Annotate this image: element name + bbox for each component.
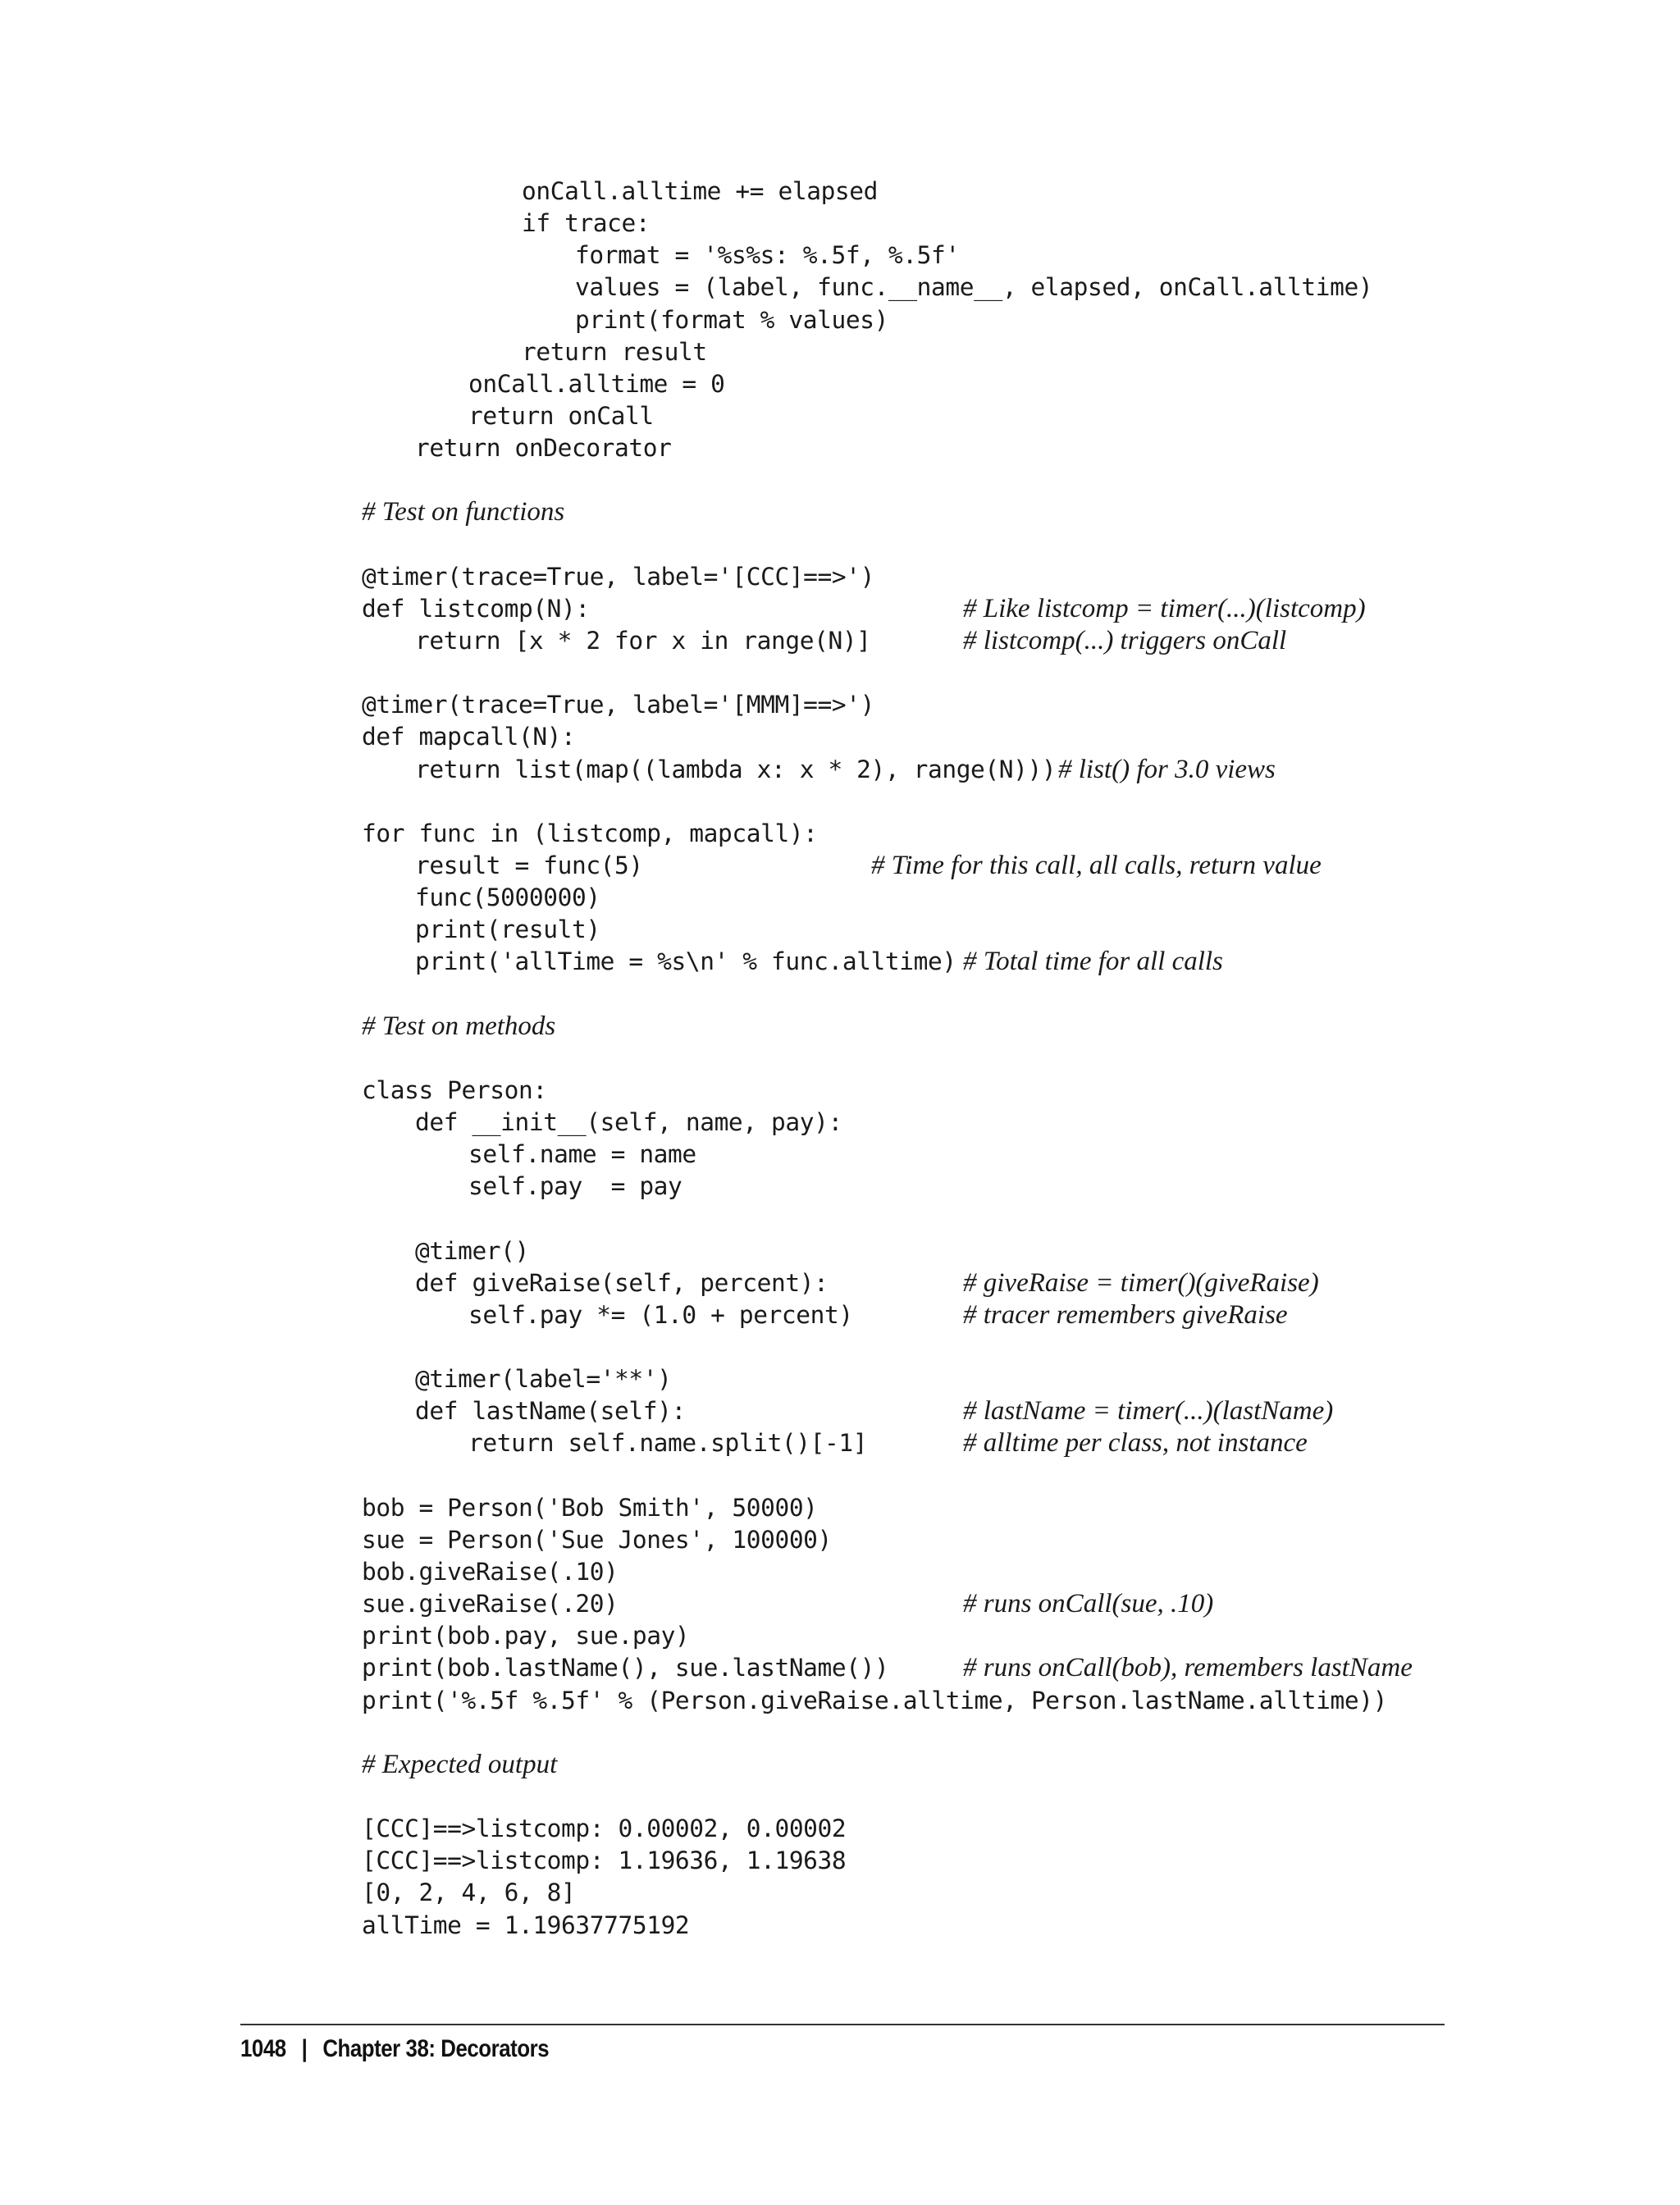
code-line (362, 1139, 1510, 1171)
code-text: return onCall (468, 401, 654, 430)
code-text: @timer(trace=True, label='[CCC]==>') (362, 562, 874, 591)
code-text: allTime = 1.19637775192 (362, 1911, 690, 1939)
code-line (362, 1299, 1510, 1331)
code-line (362, 304, 1510, 336)
code-text: @timer(label='**') (415, 1365, 672, 1394)
code-line (362, 657, 1510, 689)
code-text: class Person: (362, 1075, 547, 1104)
code-line (362, 1331, 1510, 1363)
code-line (362, 240, 1510, 272)
code-text: self.pay = pay (468, 1172, 682, 1201)
code-line (362, 1395, 1510, 1427)
code-text: return self.name.split()[-1] (468, 1429, 868, 1458)
code-text: @timer(trace=True, label='[MMM]==>') (362, 691, 874, 719)
code-text: print('%.5f %.5f' % (Person.giveRaise.alltime, Person.lastName.alltime)) (362, 1686, 1387, 1714)
code-text: [0, 2, 4, 6, 8] (362, 1879, 576, 1907)
code-text: if trace: (522, 209, 651, 238)
code-comment: # Expected output (362, 1749, 558, 1779)
code-text: result = func(5) (415, 851, 643, 879)
code-comment: # giveRaise = timer()(giveRaise) (963, 1267, 1319, 1298)
code-line (362, 850, 1510, 882)
code-comment: # tracer remembers giveRaise (963, 1299, 1288, 1330)
code-line (362, 1235, 1510, 1267)
code-line (362, 1813, 1510, 1845)
code-line (362, 1781, 1510, 1813)
code-text: sue = Person('Sue Jones', 100000) (362, 1525, 832, 1554)
code-text: def mapcall(N): (362, 723, 576, 751)
code-text: def __init__(self, name, pay): (415, 1108, 842, 1137)
code-line (362, 1524, 1510, 1556)
code-comment: # listcomp(...) triggers onCall (963, 625, 1287, 655)
code-text: return onDecorator (415, 434, 672, 463)
code-line (362, 529, 1510, 561)
code-line (362, 754, 1510, 786)
code-text: format = '%s%s: %.5f, %.5f' (575, 241, 960, 270)
code-line (362, 1717, 1510, 1749)
code-text: sue.giveRaise(.20) (362, 1590, 619, 1618)
code-text: print(format % values) (575, 305, 888, 334)
code-line (362, 1652, 1510, 1684)
footer-rule (240, 2024, 1445, 2025)
footer-separator: | (301, 2035, 308, 2062)
page-number: 1048 (240, 2035, 286, 2062)
code-line (362, 979, 1510, 1011)
code-text: values = (label, func.__name__, elapsed, onCall.alltime) (575, 273, 1373, 302)
code-text: print(bob.lastName(), sue.lastName()) (362, 1654, 889, 1682)
code-line (362, 464, 1510, 496)
code-text: return result (522, 337, 707, 366)
code-text: func(5000000) (415, 883, 600, 912)
code-comment: # Total time for all calls (963, 947, 1223, 977)
chapter-title: Chapter 38: Decorators (322, 2035, 550, 2062)
code-comment: # Like listcomp = timer(...)(listcomp) (963, 593, 1366, 623)
code-text: onCall.alltime = 0 (468, 369, 725, 398)
code-comment: # Time for this call, all calls, return value (871, 850, 1322, 880)
code-line (362, 882, 1510, 914)
code-line (362, 1107, 1510, 1139)
code-line (362, 561, 1510, 593)
code-line (362, 1556, 1510, 1588)
code-line (362, 1043, 1510, 1075)
code-line (362, 721, 1510, 753)
code-text: bob = Person('Bob Smith', 50000) (362, 1493, 818, 1522)
code-text: @timer() (415, 1236, 529, 1265)
code-line (362, 914, 1510, 946)
code-line (362, 946, 1510, 978)
code-line (362, 1492, 1510, 1524)
code-line (362, 1363, 1510, 1395)
code-comment: # Test on methods (362, 1011, 556, 1041)
code-line (362, 1427, 1510, 1459)
code-text: def giveRaise(self, percent): (415, 1268, 829, 1297)
code-listing (362, 176, 1510, 1942)
code-text: return list(map((lambda x: x * 2), range(N))) (415, 755, 1057, 783)
code-line (362, 689, 1510, 721)
code-line (362, 496, 1510, 528)
code-line (362, 336, 1510, 368)
code-text: for func in (listcomp, mapcall): (362, 819, 818, 847)
code-line (362, 1075, 1510, 1107)
code-comment: # lastName = timer(...)(lastName) (963, 1396, 1334, 1427)
code-line (362, 593, 1510, 625)
code-comment: # runs onCall(bob), remembers lastName (963, 1653, 1413, 1683)
code-line (362, 1845, 1510, 1877)
code-line (362, 368, 1510, 400)
code-line (362, 1877, 1510, 1909)
page-footer (240, 2035, 549, 2063)
code-line (362, 1588, 1510, 1620)
code-line (362, 1203, 1510, 1235)
code-text: print('allTime = %s\n' % func.alltime) (415, 947, 956, 976)
code-text: def lastName(self): (415, 1397, 686, 1426)
code-text: [CCC]==>listcomp: 0.00002, 0.00002 (362, 1815, 847, 1843)
code-line (362, 1267, 1510, 1299)
code-text: [CCC]==>listcomp: 1.19636, 1.19638 (362, 1847, 847, 1875)
code-comment: # Test on functions (362, 497, 565, 527)
code-text: self.name = name (468, 1140, 696, 1169)
code-line (362, 272, 1510, 304)
code-line (362, 1011, 1510, 1043)
code-text: onCall.alltime += elapsed (522, 177, 879, 205)
code-line (362, 1685, 1510, 1717)
code-comment: # alltime per class, not instance (963, 1428, 1308, 1459)
code-line (362, 1910, 1510, 1942)
code-text: self.pay *= (1.0 + percent) (468, 1300, 853, 1329)
code-text: def listcomp(N): (362, 594, 590, 623)
code-line (362, 818, 1510, 850)
code-line (362, 208, 1510, 240)
code-text: print(result) (415, 915, 600, 944)
code-comment: # runs onCall(sue, .10) (963, 1589, 1214, 1619)
code-line (362, 176, 1510, 208)
code-text: return [x * 2 for x in range(N)] (415, 626, 871, 655)
code-line (362, 1749, 1510, 1781)
code-line (362, 1620, 1510, 1652)
code-text: bob.giveRaise(.10) (362, 1558, 619, 1586)
code-line (362, 432, 1510, 464)
code-line (362, 400, 1510, 432)
code-comment: # list() for 3.0 views (1058, 754, 1276, 784)
code-text: print(bob.pay, sue.pay) (362, 1622, 690, 1650)
code-line (362, 1460, 1510, 1492)
code-line (362, 1171, 1510, 1203)
code-line (362, 625, 1510, 657)
code-line (362, 786, 1510, 818)
